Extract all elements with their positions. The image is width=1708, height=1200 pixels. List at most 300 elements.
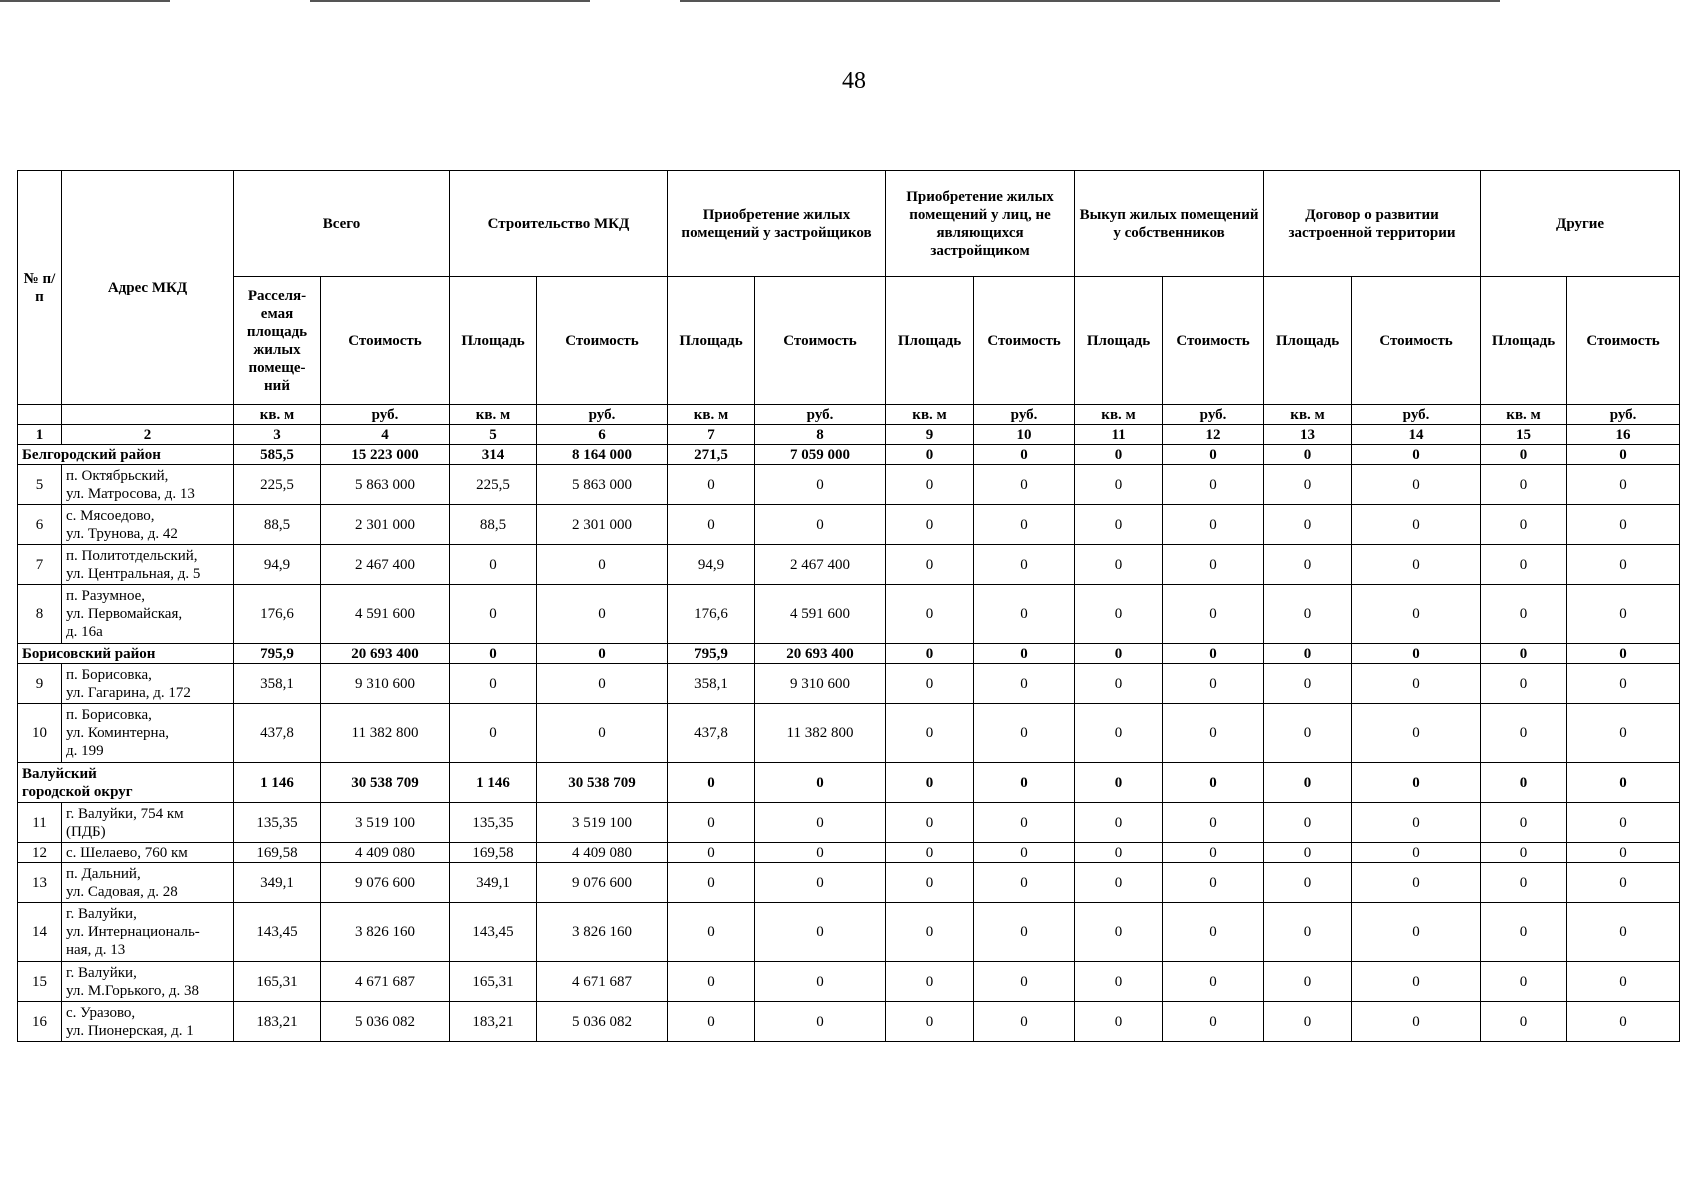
cost-value: 30 538 709 [537, 763, 668, 803]
cost-value: 0 [974, 545, 1075, 585]
address-cell [62, 803, 234, 843]
table-row [18, 803, 1680, 843]
row-number: 13 [18, 863, 62, 903]
cost-value: 0 [1352, 664, 1481, 704]
cost-value: 0 [1163, 585, 1264, 644]
area-value: 94,9 [668, 545, 755, 585]
area-value: 0 [450, 644, 537, 664]
cost-value: 5 036 082 [321, 1002, 450, 1042]
cost-value: 0 [1352, 803, 1481, 843]
column-number: 16 [1567, 425, 1680, 445]
address-line: ул. Садовая, д. 28 [66, 883, 178, 900]
area-value: 0 [1264, 585, 1352, 644]
address-line: п. Дальний, [66, 865, 141, 882]
row-number: 10 [18, 704, 62, 763]
area-value: 0 [1075, 803, 1163, 843]
cost-value: 0 [1352, 962, 1481, 1002]
area-value: 0 [1075, 903, 1163, 962]
scan-edge-line [0, 0, 170, 2]
unit-cost: руб. [321, 405, 450, 425]
area-value: 0 [1481, 1002, 1567, 1042]
area-value: 176,6 [668, 585, 755, 644]
district-row [18, 763, 1680, 803]
unit-cost: руб. [537, 405, 668, 425]
address-cell [62, 505, 234, 545]
area-value: 0 [1075, 704, 1163, 763]
area-value: 0 [1264, 962, 1352, 1002]
area-value: 0 [1481, 545, 1567, 585]
area-value: 0 [1264, 1002, 1352, 1042]
cost-value: 4 591 600 [321, 585, 450, 644]
header-group: Строительство МКД [450, 171, 668, 277]
cost-value: 0 [755, 903, 886, 962]
area-value: 0 [886, 763, 974, 803]
area-value: 0 [886, 903, 974, 962]
cost-value: 0 [1567, 505, 1680, 545]
cost-value: 0 [755, 803, 886, 843]
cost-value: 0 [974, 664, 1075, 704]
area-value: 0 [668, 465, 755, 505]
cost-value: 0 [1163, 763, 1264, 803]
table-row [18, 863, 1680, 903]
cost-value: 0 [1567, 903, 1680, 962]
district-name: Белгородский район [18, 445, 234, 465]
area-value: 437,8 [668, 704, 755, 763]
cost-value: 0 [974, 863, 1075, 903]
cost-value: 0 [1352, 763, 1481, 803]
area-value: 0 [1075, 863, 1163, 903]
address-cell [62, 704, 234, 763]
table-row [18, 664, 1680, 704]
area-value: 0 [668, 903, 755, 962]
area-value: 225,5 [234, 465, 321, 505]
unit-area: кв. м [668, 405, 755, 425]
unit-area: кв. м [886, 405, 974, 425]
area-value: 0 [886, 545, 974, 585]
column-number: 10 [974, 425, 1075, 445]
area-value: 0 [1264, 903, 1352, 962]
cost-value: 0 [974, 704, 1075, 763]
area-value: 314 [450, 445, 537, 465]
area-value: 169,58 [234, 843, 321, 863]
cost-value: 4 671 687 [537, 962, 668, 1002]
area-value: 0 [1264, 505, 1352, 545]
cost-value: 2 467 400 [321, 545, 450, 585]
cost-value: 0 [1163, 465, 1264, 505]
area-value: 143,45 [450, 903, 537, 962]
table-row [18, 585, 1680, 644]
column-number: 12 [1163, 425, 1264, 445]
unit-area: кв. м [1481, 405, 1567, 425]
cost-value: 0 [1567, 962, 1680, 1002]
cost-value: 0 [974, 644, 1075, 664]
cost-value: 0 [1567, 843, 1680, 863]
area-value: 1 146 [450, 763, 537, 803]
district-name [18, 763, 234, 803]
unit-cost: руб. [755, 405, 886, 425]
district-name-line: городской округ [22, 783, 133, 800]
header-subcolumn: Площадь [1264, 277, 1352, 405]
cost-value: 2 301 000 [537, 505, 668, 545]
area-value: 0 [668, 843, 755, 863]
area-value: 94,9 [234, 545, 321, 585]
cost-value: 0 [1567, 863, 1680, 903]
area-value: 0 [886, 803, 974, 843]
area-value: 0 [668, 763, 755, 803]
area-value: 225,5 [450, 465, 537, 505]
header-subcolumn: Стоимость [974, 277, 1075, 405]
table-row [18, 843, 1680, 863]
address-line: д. 16а [66, 624, 103, 640]
cost-value: 0 [974, 903, 1075, 962]
row-number: 5 [18, 465, 62, 505]
cost-value: 0 [1352, 465, 1481, 505]
area-value: 0 [1264, 445, 1352, 465]
column-number: 3 [234, 425, 321, 445]
unit-cost: руб. [974, 405, 1075, 425]
cost-value: 11 382 800 [321, 704, 450, 763]
area-value: 0 [1075, 644, 1163, 664]
header-subcolumn: Стоимость [537, 277, 668, 405]
cost-value: 15 223 000 [321, 445, 450, 465]
header-subcolumn: Расселя- емая площадь жилых помеще- ний [234, 277, 321, 405]
cost-value: 0 [1163, 843, 1264, 863]
area-value: 183,21 [450, 1002, 537, 1042]
unit-area: кв. м [1075, 405, 1163, 425]
cost-value: 0 [537, 704, 668, 763]
column-number: 6 [537, 425, 668, 445]
cost-value: 0 [537, 664, 668, 704]
cost-value: 9 310 600 [755, 664, 886, 704]
area-value: 0 [668, 803, 755, 843]
cost-value: 30 538 709 [321, 763, 450, 803]
cost-value: 0 [1567, 763, 1680, 803]
cost-value: 0 [1163, 962, 1264, 1002]
cost-value: 0 [1163, 704, 1264, 763]
area-value: 0 [1264, 863, 1352, 903]
address-line: с. Шелаево, 760 км [66, 844, 188, 861]
cost-value: 0 [1352, 585, 1481, 644]
cost-value: 0 [1567, 445, 1680, 465]
cost-value: 0 [1352, 843, 1481, 863]
header-group: Другие [1481, 171, 1680, 277]
table-row [18, 505, 1680, 545]
area-value: 88,5 [450, 505, 537, 545]
cost-value: 3 826 160 [321, 903, 450, 962]
cost-value: 0 [974, 445, 1075, 465]
area-value: 0 [1075, 1002, 1163, 1042]
unit-blank [18, 405, 62, 425]
cost-value: 0 [974, 763, 1075, 803]
area-value: 0 [1264, 704, 1352, 763]
address-cell [62, 863, 234, 903]
area-value: 0 [1481, 903, 1567, 962]
area-value: 0 [1075, 664, 1163, 704]
address-cell [62, 962, 234, 1002]
area-value: 0 [886, 704, 974, 763]
cost-value: 0 [755, 962, 886, 1002]
table-row [18, 465, 1680, 505]
area-value: 165,31 [450, 962, 537, 1002]
column-number: 5 [450, 425, 537, 445]
area-value: 0 [1075, 585, 1163, 644]
cost-value: 0 [755, 863, 886, 903]
area-value: 585,5 [234, 445, 321, 465]
area-value: 0 [450, 545, 537, 585]
area-value: 0 [1264, 644, 1352, 664]
address-line: ул. Первомайская, [66, 606, 183, 622]
row-number: 7 [18, 545, 62, 585]
header-subcolumn: Стоимость [755, 277, 886, 405]
area-value: 0 [1481, 465, 1567, 505]
area-value: 0 [1481, 445, 1567, 465]
row-number: 8 [18, 585, 62, 644]
address-cell [62, 843, 234, 863]
cost-value: 0 [1352, 704, 1481, 763]
cost-value: 0 [974, 1002, 1075, 1042]
area-value: 349,1 [450, 863, 537, 903]
cost-value: 0 [1163, 644, 1264, 664]
area-value: 0 [1481, 962, 1567, 1002]
area-value: 0 [668, 505, 755, 545]
cost-value: 0 [1163, 445, 1264, 465]
cost-value: 0 [1352, 545, 1481, 585]
cost-value: 4 671 687 [321, 962, 450, 1002]
header-subcolumn: Площадь [450, 277, 537, 405]
district-row [18, 445, 1680, 465]
area-value: 0 [1075, 465, 1163, 505]
area-value: 0 [450, 704, 537, 763]
area-value: 0 [1075, 962, 1163, 1002]
district-name: Борисовский район [18, 644, 234, 664]
header-subcolumn: Стоимость [1352, 277, 1481, 405]
address-line: п. Политотдельский, [66, 547, 198, 564]
cost-value: 0 [1352, 445, 1481, 465]
unit-blank [62, 405, 234, 425]
table-row [18, 545, 1680, 585]
cost-value: 0 [1352, 644, 1481, 664]
header-group: Всего [234, 171, 450, 277]
area-value: 0 [1075, 763, 1163, 803]
row-number: 6 [18, 505, 62, 545]
cost-value: 9 076 600 [537, 863, 668, 903]
area-value: 358,1 [668, 664, 755, 704]
address-line: ул. Трунова, д. 42 [66, 525, 178, 542]
area-value: 143,45 [234, 903, 321, 962]
cost-value: 0 [974, 843, 1075, 863]
column-number: 2 [62, 425, 234, 445]
cost-value: 0 [1163, 545, 1264, 585]
row-number: 14 [18, 903, 62, 962]
cost-value: 20 693 400 [321, 644, 450, 664]
table-row [18, 1002, 1680, 1042]
unit-cost: руб. [1163, 405, 1264, 425]
header-group: Приобретение жилых помещений у лиц, не являющихся застройщиком [886, 171, 1075, 277]
area-value: 0 [886, 962, 974, 1002]
page-number: 48 [842, 68, 866, 94]
cost-value: 4 591 600 [755, 585, 886, 644]
area-value: 271,5 [668, 445, 755, 465]
column-number: 11 [1075, 425, 1163, 445]
cost-value: 9 310 600 [321, 664, 450, 704]
area-value: 0 [1075, 505, 1163, 545]
row-number: 11 [18, 803, 62, 843]
area-value: 0 [450, 585, 537, 644]
area-value: 0 [1481, 763, 1567, 803]
cost-value: 0 [974, 585, 1075, 644]
cost-value: 0 [1567, 803, 1680, 843]
column-number: 8 [755, 425, 886, 445]
area-value: 358,1 [234, 664, 321, 704]
cost-value: 0 [1567, 545, 1680, 585]
area-value: 0 [1264, 803, 1352, 843]
area-value: 437,8 [234, 704, 321, 763]
area-value: 135,35 [234, 803, 321, 843]
address-cell [62, 903, 234, 962]
area-value: 0 [668, 962, 755, 1002]
address-line: ул. Пионерская, д. 1 [66, 1022, 194, 1039]
area-value: 0 [1075, 445, 1163, 465]
area-value: 795,9 [234, 644, 321, 664]
cost-value: 20 693 400 [755, 644, 886, 664]
unit-area: кв. м [1264, 405, 1352, 425]
cost-value: 0 [1567, 465, 1680, 505]
cost-value: 0 [1163, 505, 1264, 545]
cost-value: 11 382 800 [755, 704, 886, 763]
area-value: 0 [450, 664, 537, 704]
address-line: ул. Коминтерна, [66, 725, 169, 741]
area-value: 0 [1481, 664, 1567, 704]
area-value: 0 [1481, 803, 1567, 843]
area-value: 0 [886, 843, 974, 863]
address-line: ул. Интернациональ- [66, 924, 200, 940]
address-line: ная, д. 13 [66, 942, 126, 958]
area-value: 0 [1481, 505, 1567, 545]
address-line: с. Мясоедово, [66, 507, 155, 524]
area-value: 0 [668, 1002, 755, 1042]
resettlement-table [17, 170, 1680, 1042]
column-number: 4 [321, 425, 450, 445]
area-value: 0 [886, 664, 974, 704]
cost-value: 0 [974, 465, 1075, 505]
area-value: 0 [1481, 843, 1567, 863]
unit-area: кв. м [234, 405, 321, 425]
column-number: 15 [1481, 425, 1567, 445]
header-group: Договор о развитии застроенной территории [1264, 171, 1481, 277]
cost-value: 0 [537, 545, 668, 585]
area-value: 0 [1075, 545, 1163, 585]
cost-value: 0 [1567, 585, 1680, 644]
cost-value: 3 519 100 [321, 803, 450, 843]
cost-value: 0 [1352, 903, 1481, 962]
area-value: 169,58 [450, 843, 537, 863]
address-line: п. Борисовка, [66, 707, 152, 723]
area-value: 0 [1481, 704, 1567, 763]
header-address: Адрес МКД [62, 171, 234, 405]
column-number: 13 [1264, 425, 1352, 445]
area-value: 88,5 [234, 505, 321, 545]
address-line: п. Борисовка, [66, 666, 152, 683]
table-row [18, 704, 1680, 763]
area-value: 1 146 [234, 763, 321, 803]
area-value: 0 [886, 1002, 974, 1042]
area-value: 165,31 [234, 962, 321, 1002]
cost-value: 0 [1163, 863, 1264, 903]
cost-value: 0 [1352, 863, 1481, 903]
address-line: г. Валуйки, [66, 964, 137, 981]
cost-value: 5 036 082 [537, 1002, 668, 1042]
address-cell [62, 545, 234, 585]
area-value: 0 [1264, 545, 1352, 585]
area-value: 0 [1481, 863, 1567, 903]
header-subcolumn: Стоимость [321, 277, 450, 405]
column-number: 7 [668, 425, 755, 445]
scan-edge-line [680, 0, 1500, 2]
cost-value: 5 863 000 [321, 465, 450, 505]
area-value: 0 [1075, 843, 1163, 863]
cost-value: 0 [1567, 664, 1680, 704]
cost-value: 0 [755, 1002, 886, 1042]
column-number: 1 [18, 425, 62, 445]
cost-value: 0 [974, 803, 1075, 843]
district-row [18, 644, 1680, 664]
cost-value: 4 409 080 [321, 843, 450, 863]
area-value: 0 [886, 585, 974, 644]
header-subcolumn: Площадь [668, 277, 755, 405]
address-line: с. Уразово, [66, 1004, 136, 1021]
cost-value: 0 [1567, 1002, 1680, 1042]
cost-value: 0 [755, 843, 886, 863]
cost-value: 0 [974, 505, 1075, 545]
area-value: 0 [886, 863, 974, 903]
area-value: 0 [1264, 843, 1352, 863]
table-row [18, 962, 1680, 1002]
row-number: 16 [18, 1002, 62, 1042]
address-cell [62, 664, 234, 704]
cost-value: 9 076 600 [321, 863, 450, 903]
cost-value: 0 [755, 505, 886, 545]
header-subcolumn: Стоимость [1163, 277, 1264, 405]
area-value: 0 [1481, 585, 1567, 644]
area-value: 0 [1264, 664, 1352, 704]
area-value: 349,1 [234, 863, 321, 903]
address-line: ул. Матросова, д. 13 [66, 485, 195, 502]
area-value: 0 [886, 465, 974, 505]
area-value: 0 [886, 644, 974, 664]
cost-value: 4 409 080 [537, 843, 668, 863]
cost-value: 0 [1567, 704, 1680, 763]
table-row [18, 903, 1680, 962]
header-subcolumn: Площадь [1075, 277, 1163, 405]
address-line: г. Валуйки, [66, 906, 137, 922]
header-subcolumn: Стоимость [1567, 277, 1680, 405]
cost-value: 8 164 000 [537, 445, 668, 465]
address-line: г. Валуйки, 754 км [66, 805, 184, 822]
column-number: 14 [1352, 425, 1481, 445]
address-line: (ПДБ) [66, 823, 106, 840]
cost-value: 0 [1163, 1002, 1264, 1042]
address-line: д. 199 [66, 743, 104, 759]
address-line: п. Разумное, [66, 588, 146, 604]
area-value: 0 [1264, 465, 1352, 505]
address-line: п. Октябрьский, [66, 467, 169, 484]
address-cell [62, 1002, 234, 1042]
area-value: 795,9 [668, 644, 755, 664]
area-value: 183,21 [234, 1002, 321, 1042]
cost-value: 0 [537, 644, 668, 664]
cost-value: 7 059 000 [755, 445, 886, 465]
cost-value: 2 301 000 [321, 505, 450, 545]
